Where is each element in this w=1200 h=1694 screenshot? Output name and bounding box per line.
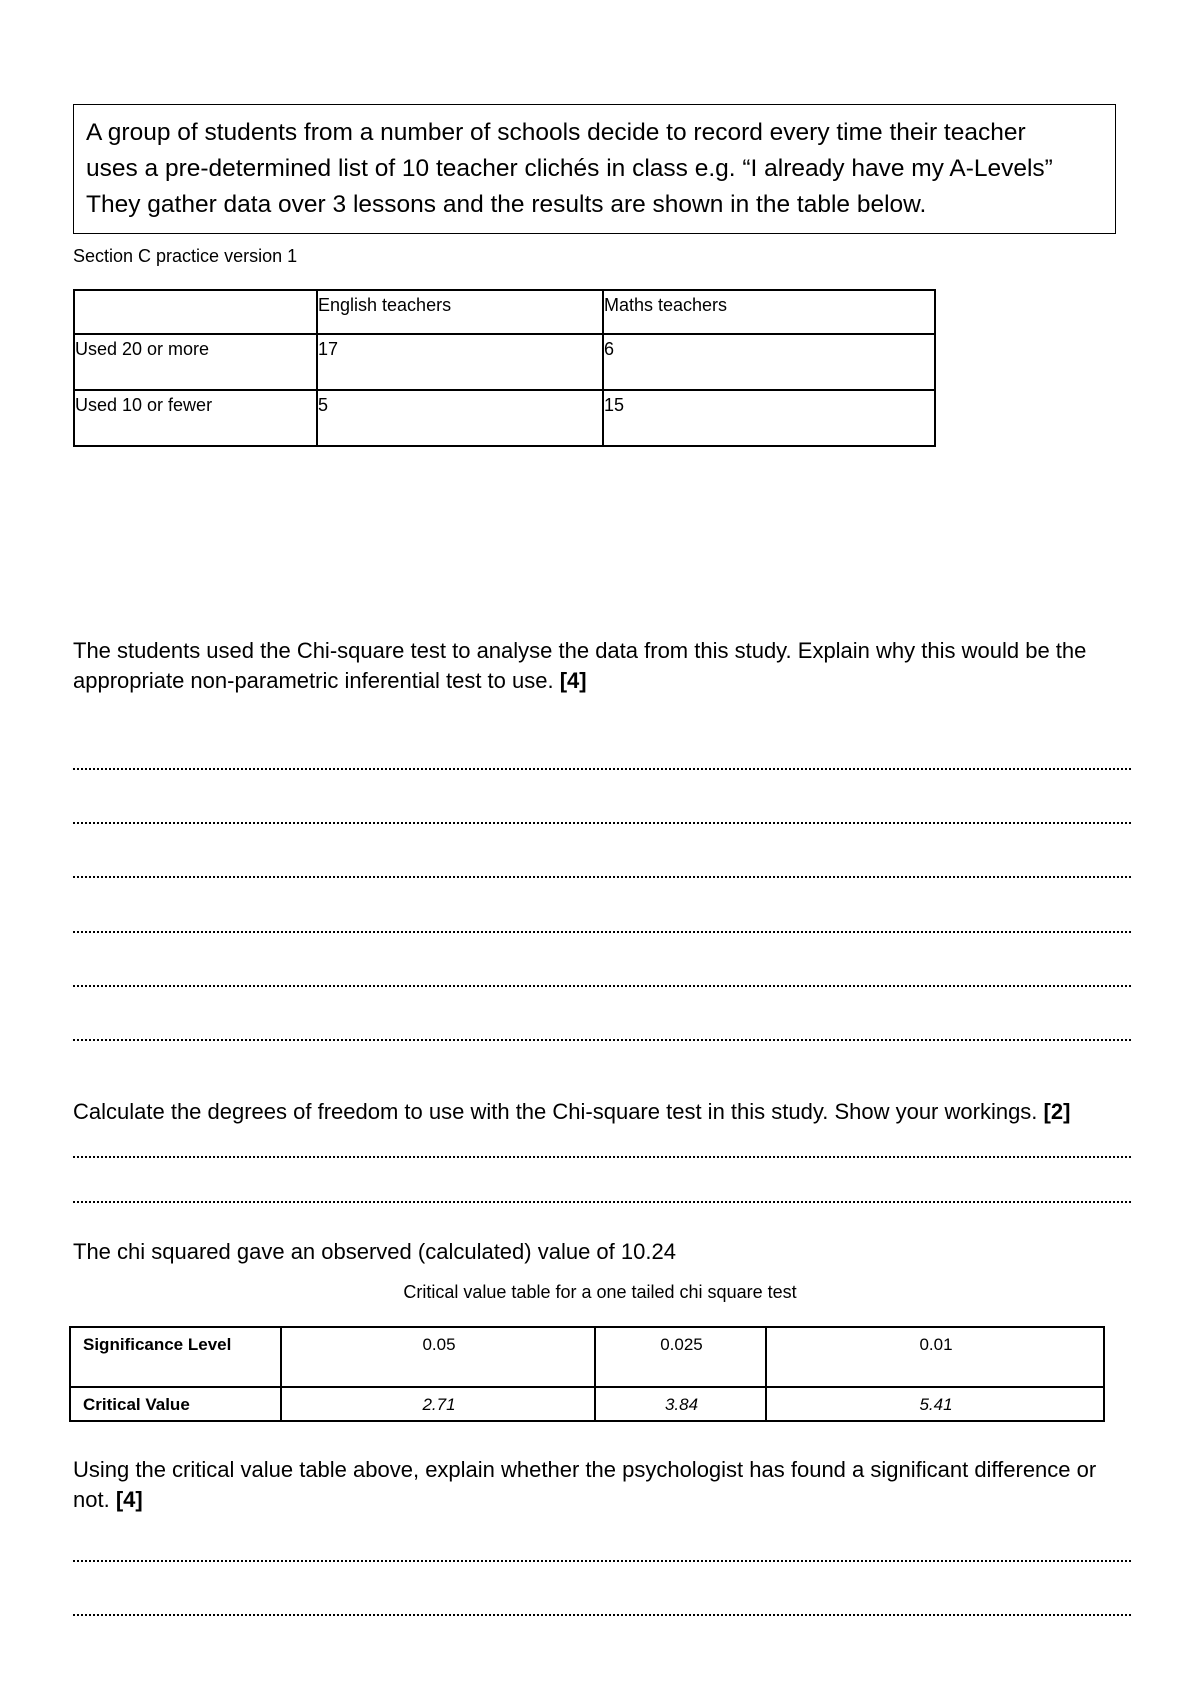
table-cell: Used 20 or more <box>74 334 317 390</box>
question-2-text: Calculate the degrees of freedom to use with the Chi-square test in this study. Show your workings. <box>73 1099 1038 1124</box>
question-1-marks: [4] <box>559 668 587 693</box>
table-cell: 5 <box>317 390 603 446</box>
intro-line-3: They gather data over 3 lessons and the results are shown in the table below. <box>86 191 927 218</box>
answer-line[interactable] <box>73 768 1131 770</box>
question-3 <box>73 1455 1133 1515</box>
section-label: Section C practice version 1 <box>73 246 298 266</box>
answer-line[interactable] <box>73 1039 1131 1041</box>
question-1-text: The students used the Chi-square test to analyse the data from this study. Explain why this would be the appropriate non-parametric inferential test to use. <box>73 638 1087 693</box>
answer-line[interactable] <box>73 1156 1131 1158</box>
table-cell: 6 <box>603 334 935 390</box>
answer-line[interactable] <box>73 822 1131 824</box>
table-cell: Used 10 or fewer <box>74 390 317 446</box>
row-label: Significance Level <box>70 1327 281 1387</box>
critical-value-row <box>70 1387 1104 1421</box>
table-header-cell: English teachers <box>317 290 603 334</box>
significance-level-row <box>70 1327 1104 1387</box>
critical-value-cell: 5.41 <box>766 1387 1104 1421</box>
answer-line[interactable] <box>73 876 1131 878</box>
answer-line[interactable] <box>73 1614 1131 1616</box>
answer-line[interactable] <box>73 1201 1131 1203</box>
table-header-cell: Maths teachers <box>603 290 935 334</box>
significance-level-cell: 0.025 <box>595 1327 766 1387</box>
table-cell: 17 <box>317 334 603 390</box>
question-1 <box>73 636 1133 696</box>
answer-line[interactable] <box>73 931 1131 933</box>
question-3-text: Using the critical value table above, explain whether the psychologist has found a significant difference or not. <box>73 1457 1097 1512</box>
significance-level-cell: 0.01 <box>766 1327 1104 1387</box>
critical-table-caption: Critical value table for a one tailed chi square test <box>403 1282 797 1302</box>
question-2 <box>73 1097 1133 1127</box>
question-3-marks: [4] <box>115 1487 143 1512</box>
intro-box <box>73 104 1116 234</box>
critical-value-cell: 2.71 <box>281 1387 595 1421</box>
question-2-marks: [2] <box>1043 1099 1071 1124</box>
table-header-cell <box>74 290 317 334</box>
observed-data-table <box>73 289 936 447</box>
intro-line-1: A group of students from a number of schools decide to record every time their teacher <box>86 119 1026 146</box>
row-label: Critical Value <box>70 1387 281 1421</box>
table-cell: 15 <box>603 390 935 446</box>
table-row <box>74 390 935 446</box>
table-header-row <box>74 290 935 334</box>
intro-line-2: uses a pre-determined list of 10 teacher clichés in class e.g. “I already have my A-Levels” <box>86 155 1053 182</box>
critical-value-table <box>69 1326 1105 1422</box>
critical-value-cell: 3.84 <box>595 1387 766 1421</box>
observed-value-statement: The chi squared gave an observed (calculated) value of 10.24 <box>73 1239 676 1264</box>
table-row <box>74 334 935 390</box>
significance-level-cell: 0.05 <box>281 1327 595 1387</box>
answer-line[interactable] <box>73 1560 1131 1562</box>
answer-line[interactable] <box>73 985 1131 987</box>
